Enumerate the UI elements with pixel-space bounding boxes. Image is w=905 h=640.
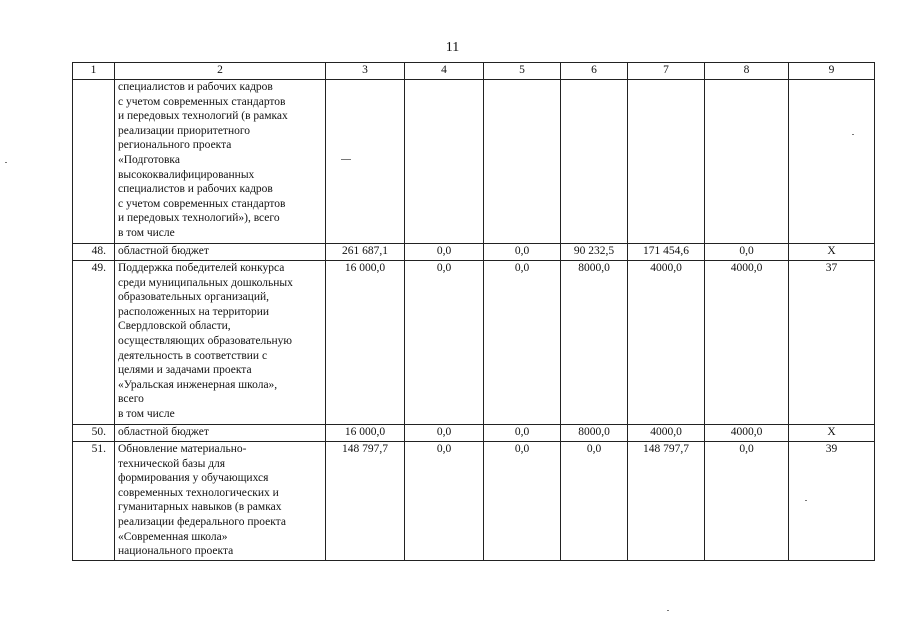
column-header-8: 8: [705, 63, 789, 80]
value-cell-col7: 171 454,6: [628, 244, 705, 261]
description-line: Обновление материально-: [118, 443, 247, 455]
value-cell-col4: [405, 80, 484, 244]
table-row: [73, 261, 875, 425]
scan-speck: [341, 159, 351, 160]
description-line: среди муниципальных дошкольных: [118, 276, 293, 289]
description-line: с учетом современных стандартов: [118, 95, 286, 108]
value-cell-col9: Х: [789, 244, 875, 261]
description-line: и передовых технологий»), всего: [118, 212, 280, 225]
value-cell-col5: 0,0: [484, 425, 561, 442]
scan-speck: [805, 500, 807, 501]
budget-table: [72, 62, 875, 561]
description-line: областной бюджет: [118, 245, 209, 257]
description-line: деятельность в соответствии с: [118, 349, 268, 362]
description-line: образовательных организаций,: [118, 291, 269, 304]
row-number-cell: [73, 80, 115, 244]
column-header-2: 2: [115, 63, 326, 80]
scan-speck: [852, 134, 854, 135]
description-line: в том числе: [118, 226, 175, 239]
value-cell-col8: 0,0: [705, 244, 789, 261]
value-cell-col3: 261 687,1: [326, 244, 405, 261]
value-cell-col3: [326, 80, 405, 244]
description-cell: [115, 244, 326, 261]
value-cell-col9: 39: [789, 442, 875, 561]
value-cell-col8: [705, 80, 789, 244]
scan-speck: [667, 610, 669, 611]
description-line: «Уральская инженерная школа»,: [118, 378, 278, 391]
column-header-1: 1: [73, 63, 115, 80]
description-line: современных технологических и: [118, 486, 279, 499]
description-line: расположенных на территории: [118, 305, 270, 318]
column-header-3: 3: [326, 63, 405, 80]
description-line: технической базы для: [118, 457, 226, 470]
page-number: 11: [445, 40, 460, 55]
table-row: [73, 442, 875, 561]
description-line: осуществляющих образовательную: [118, 334, 293, 347]
row-number-cell: 49.: [73, 261, 115, 425]
value-cell-col9: Х: [789, 425, 875, 442]
description-line: Поддержка победителей конкурса: [118, 262, 285, 274]
description-line: формирования у обучающихся: [118, 472, 269, 485]
description-line: и передовых технологий (в рамках: [118, 110, 288, 123]
value-cell-col7: 4000,0: [628, 261, 705, 425]
value-cell-col4: 0,0: [405, 261, 484, 425]
description-line: реализации федерального проекта: [118, 515, 286, 528]
description-line: «Подготовка: [118, 153, 180, 166]
value-cell-col5: 0,0: [484, 442, 561, 561]
value-cell-col5: 0,0: [484, 261, 561, 425]
value-cell-col6: [561, 80, 628, 244]
description-cell: [115, 80, 326, 244]
description-line: реализации приоритетного: [118, 124, 251, 137]
table-row: [73, 425, 875, 442]
value-cell-col9: 37: [789, 261, 875, 425]
column-header-5: 5: [484, 63, 561, 80]
description-line: в том числе: [118, 407, 175, 420]
column-header-9: 9: [789, 63, 875, 80]
description-cell: [115, 442, 326, 561]
table-row: [73, 80, 875, 244]
table-row: [73, 244, 875, 261]
description-line: Свердловской области,: [118, 320, 231, 333]
description-line: специалистов и рабочих кадров: [118, 183, 273, 196]
value-cell-col6: 8000,0: [561, 425, 628, 442]
value-cell-col6: 90 232,5: [561, 244, 628, 261]
description-line: с учетом современных стандартов: [118, 197, 286, 210]
value-cell-col9: [789, 80, 875, 244]
description-line: целями и задачами проекта: [118, 364, 252, 377]
value-cell-col8: 4000,0: [705, 261, 789, 425]
row-number-cell: 51.: [73, 442, 115, 561]
column-header-7: 7: [628, 63, 705, 80]
value-cell-col5: [484, 80, 561, 244]
value-cell-col5: 0,0: [484, 244, 561, 261]
description-cell: [115, 261, 326, 425]
description-line: областной бюджет: [118, 426, 209, 438]
value-cell-col3: 148 797,7: [326, 442, 405, 561]
column-number-header-row: [73, 63, 875, 80]
description-line: национального проекта: [118, 545, 234, 558]
value-cell-col6: 8000,0: [561, 261, 628, 425]
value-cell-col4: 0,0: [405, 425, 484, 442]
value-cell-col3: 16 000,0: [326, 425, 405, 442]
scan-speck: [5, 162, 7, 163]
value-cell-col8: 0,0: [705, 442, 789, 561]
value-cell-col7: 4000,0: [628, 425, 705, 442]
column-header-4: 4: [405, 63, 484, 80]
description-line: высококвалифицированных: [118, 168, 255, 181]
description-cell: [115, 425, 326, 442]
value-cell-col8: 4000,0: [705, 425, 789, 442]
value-cell-col7: [628, 80, 705, 244]
description-line: специалистов и рабочих кадров: [118, 81, 273, 93]
description-line: всего: [118, 393, 144, 406]
description-line: регионального проекта: [118, 139, 232, 152]
column-header-6: 6: [561, 63, 628, 80]
value-cell-col3: 16 000,0: [326, 261, 405, 425]
value-cell-col7: 148 797,7: [628, 442, 705, 561]
row-number-cell: 50.: [73, 425, 115, 442]
description-line: гуманитарных навыков (в рамках: [118, 501, 282, 514]
value-cell-col4: 0,0: [405, 244, 484, 261]
value-cell-col4: 0,0: [405, 442, 484, 561]
value-cell-col6: 0,0: [561, 442, 628, 561]
row-number-cell: 48.: [73, 244, 115, 261]
description-line: «Современная школа»: [118, 530, 228, 543]
